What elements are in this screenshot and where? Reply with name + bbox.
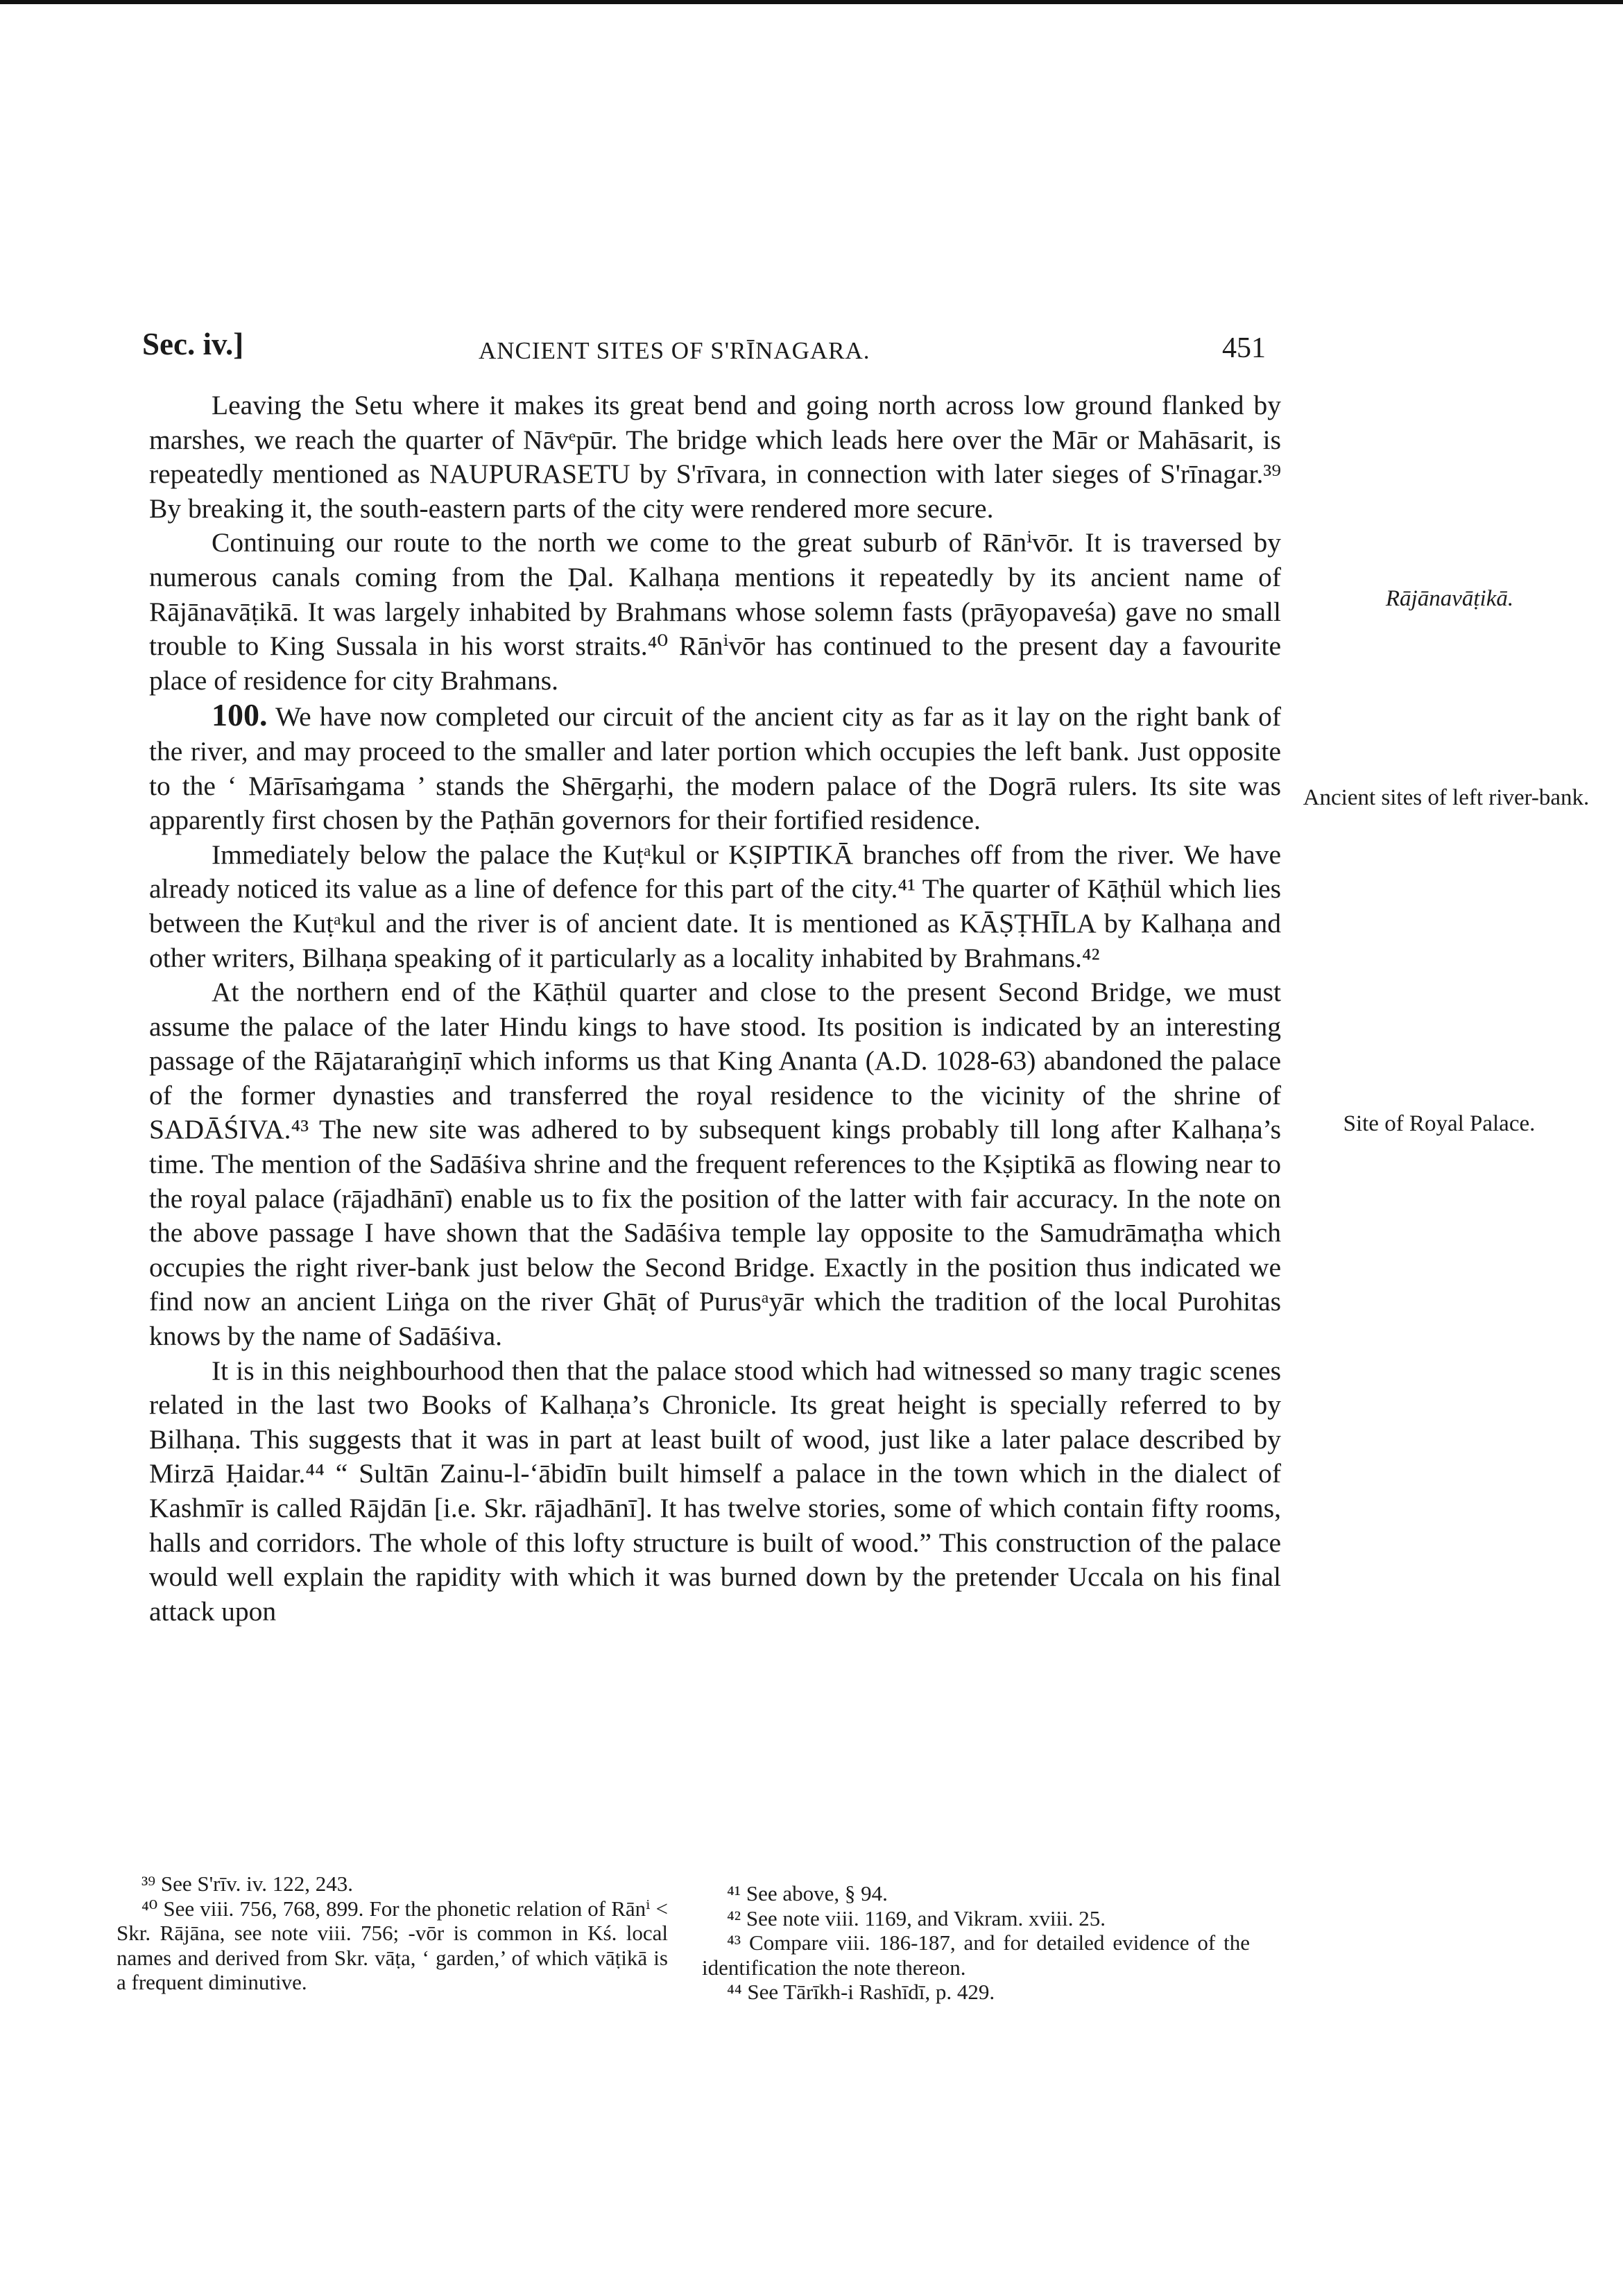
paragraph: At the northern end of the Kāṭhül quarter and close to the present Second Bridge, we must assume the palace of the later Hindu kings to have stood. Its position is indicated by an interesting passage of the Rājataraṅgiṇī which informs us that King Ananta (A.D. 1028-63) abandoned the palace of the former dynasties and transferred the royal residence to the vicinity of the shrine of SADĀŚIVA.⁴³ The new site was adhered to by subsequent kings probably till long after Kalhaṇa’s time. The mention of the Sadāśiva shrine and the frequent references to the Kṣiptikā as flowing near to the royal palace (rājadhānī) enable us to fix the position of the latter with fair accuracy. In the note on the above passage I have shown that the Sadāśiva temple lay opposite to the Samudrāmaṭha which occupies the right river-bank just below the Second Bridge. Exactly in the position thus indicated we find now an ancient Liṅga on the river Ghāṭ of Purusᵃyār which the tradition of the local Purohitas knows by the name of Sadāśiva. — [149, 977, 1281, 1352]
footnotes-left — [117, 1871, 668, 1995]
margin-note: Site of Royal Palace. — [1343, 1111, 1536, 1136]
margin-note: Rājānavāṭikā. — [1385, 586, 1514, 611]
paragraph-number: 100. — [212, 697, 268, 733]
margin-note: Ancient sites of left river-bank. — [1303, 785, 1590, 810]
page-header — [142, 326, 1266, 382]
paragraph: Continuing our route to the north we come to the great suburb of Rānⁱvōr. It is traversed by numerous canals coming from the Ḍal. Kalhaṇa mentions it repeatedly by its ancient name of Rājānavāṭikā. It was largely inhabited by Brahmans whose solemn fasts (prāyopaveśa) gave no small trouble to King Sussala in his worst straits.⁴⁰ Rānⁱvōr has continued to the present day a favourite place of residence for city Brahmans. — [149, 527, 1281, 696]
page-number: 451 — [1222, 332, 1266, 364]
footnote: ³⁹ See S'rīv. iv. 122, 243. — [141, 1871, 353, 1896]
paragraph: It is in this neighbourhood then that the palace stood which had witnessed so many tragic scenes related in the last two Books of Kalhaṇa’s Chronicle. Its great height is specially referred to by Bilhaṇa. This suggests that it was in part at least built of wood, just like a later palace described by Mirzā Ḥaidar.⁴⁴ “ Sultān Zainu-l-‘ābidīn built himself a palace in the town which in the dialect of Kashmīr is called Rājdān [i.e. Skr. rājadhānī]. It has twelve stories, some of which contain fifty rooms, halls and corridors. The whole of this lofty structure is built of wood.” This construction of the palace would well explain the rapidity with which it was burned down by the pretender Uccala on his final attack upon — [149, 1355, 1281, 1627]
paragraph: Leaving the Setu where it makes its great bend and going north across low ground flanked by marshes, we reach the quarter of Nāvᵉpūr. The bridge which leads here over the Mār or Mahāsarit, is repeatedly mentioned as NAUPURASETU by S'rīvara, in connection with later sieges of S'rīnagar.³⁹ By breaking it, the south-eastern parts of the city were rendered more secure. — [149, 390, 1281, 524]
paragraph-100 — [149, 698, 1281, 837]
footnotes-right — [702, 1881, 1250, 2005]
footnote: ⁴¹ See above, § 94. — [727, 1881, 888, 1905]
footnote: ⁴⁰ See viii. 756, 768, 899. For the phonetic relation of Rānⁱ < Skr. Rājāna, see note viii. 756; -vōr is common in Kś. local names and derived from Skr. vāṭa, ‘ garden,’ of which vāṭikā is a frequent diminutive. — [117, 1896, 668, 1994]
running-title: ANCIENT SITES OF S'RĪNAGARA. — [479, 337, 870, 364]
footnote: ⁴³ Compare viii. 186-187, and for detailed evidence of the identification the note thereon. — [702, 1930, 1250, 1980]
paragraph: Immediately below the palace the Kuṭᵃkul or KṢIPTIKĀ branches off from the river. We have already noticed its value as a line of defence for this part of the city.⁴¹ The quarter of Kāṭhül which lies between the Kuṭᵃkul and the river is of ancient date. It is mentioned as KĀṢṬHĪLA by Kalhaṇa and other writers, Bilhaṇa speaking of it particularly as a locality inhabited by Brahmans.⁴² — [149, 839, 1281, 973]
top-border — [0, 0, 1623, 4]
footnote: ⁴² See note viii. 1169, and Vikram. xviii. 25. — [727, 1905, 1106, 1930]
footnote: ⁴⁴ See Tārīkh-i Rashīdī, p. 429. — [727, 1980, 995, 2004]
paragraph-text: We have now completed our circuit of the ancient city as far as it lay on the right bank of the river, and may proceed to the smaller and later portion which occupies the left bank. Just opposite to the ‘ Mārīsaṁgama ’ stands the Shērgaṛhi, the modern palace of the Dogrā rulers. Its site was apparently first chosen by the Paṭhān governors for their fortified residence. — [149, 701, 1281, 836]
main-text — [149, 388, 1281, 1629]
section-label: Sec. iv.] — [142, 327, 244, 361]
